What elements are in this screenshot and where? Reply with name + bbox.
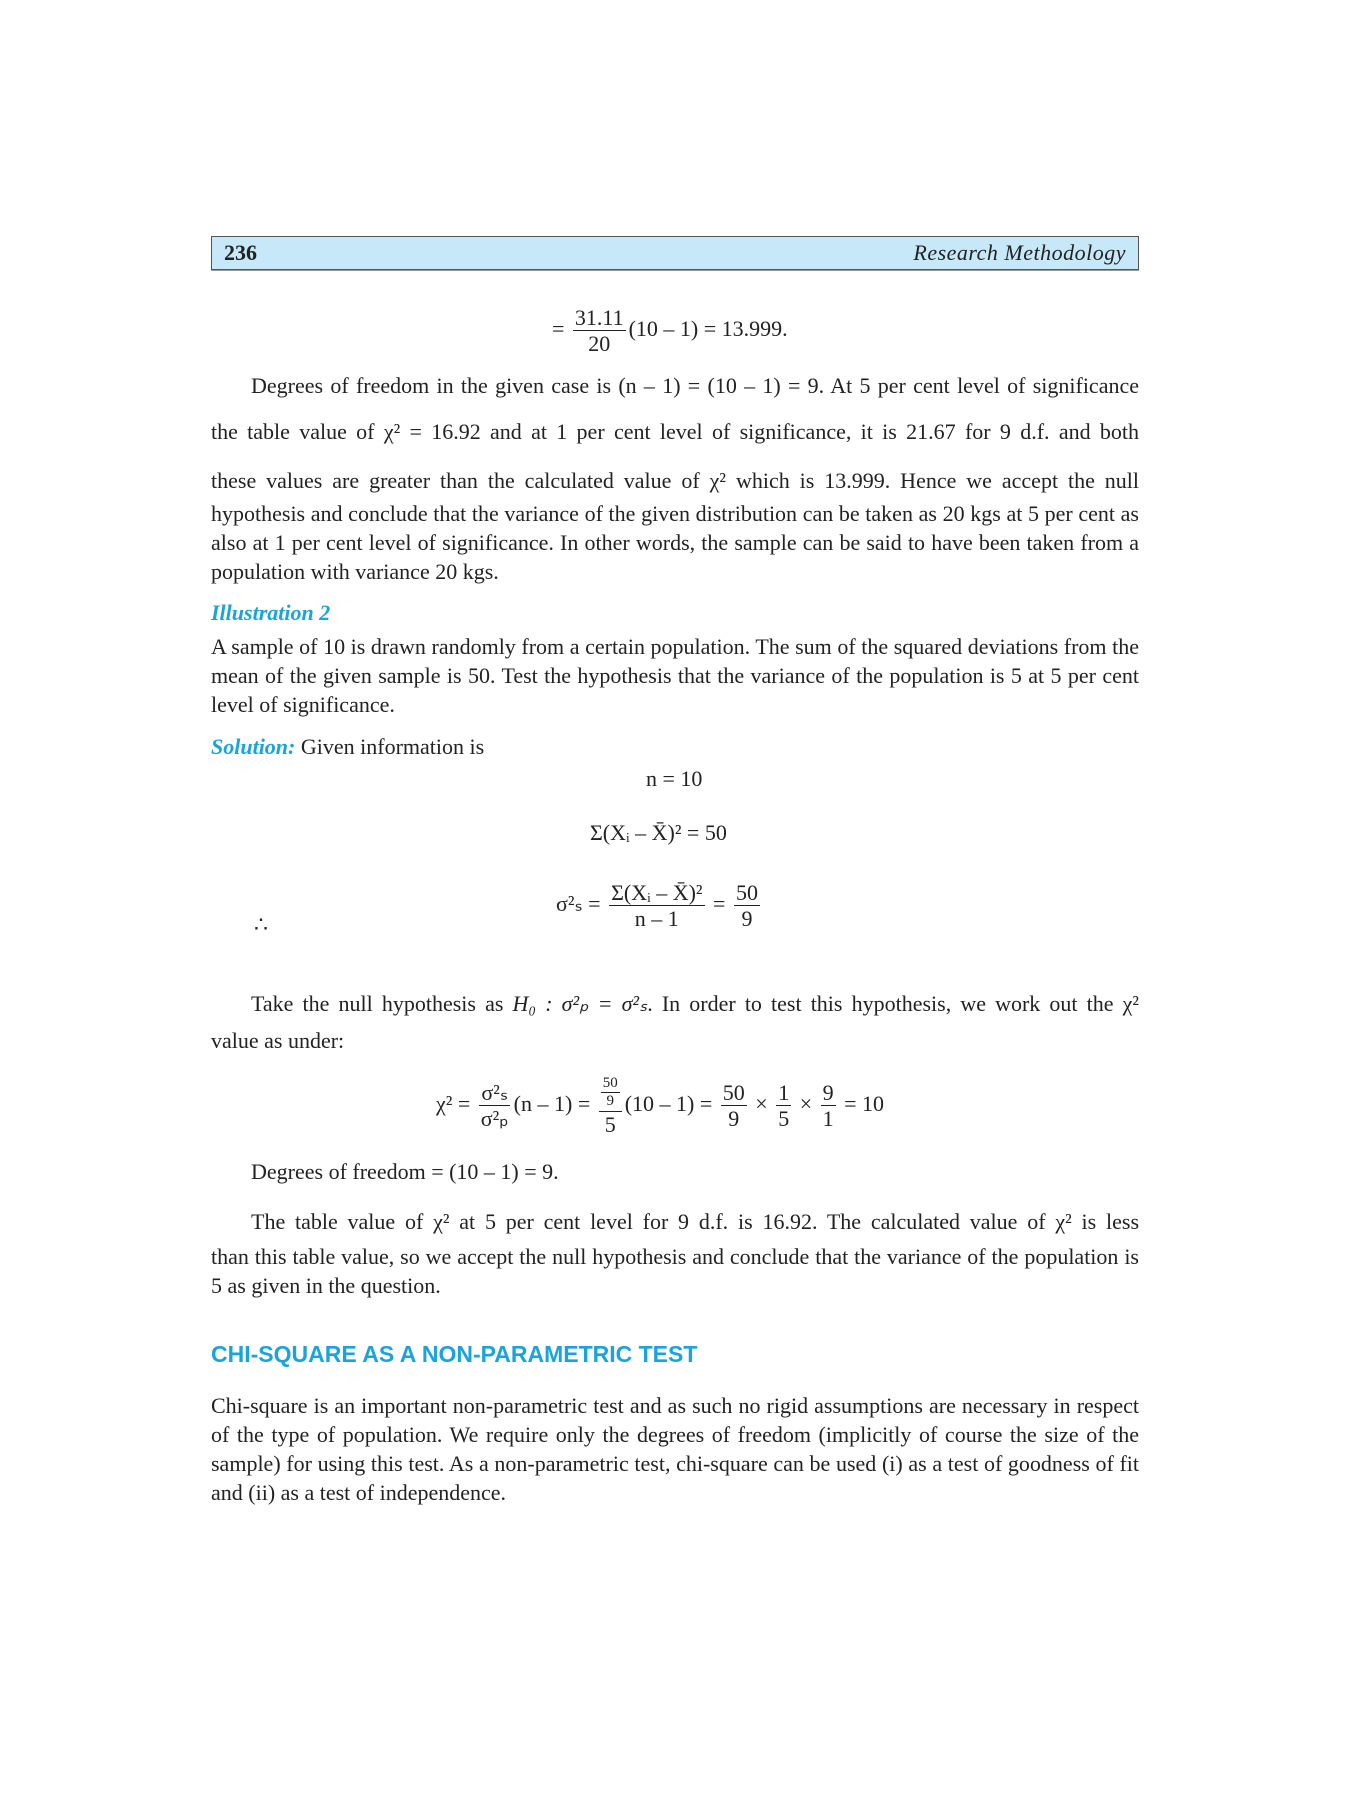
para3-line1: The table value of χ² at 5 per cent level for 9 d.f. is 16.92. The calculated value of χ² is less [251,1209,1139,1234]
section-heading: CHI-SQUARE AS A NON-PARAMETRIC TEST [211,1341,698,1367]
solution: Solution: Given information is [211,734,485,759]
para1-rest: hypothesis and conclude that the variance of the given distribution can be taken as 20 kgs at 5 per cent as also at 1 per cent level of significance. In other words, the sample can be said to have been taken from a population with variance 20 kgs. [211,501,1139,584]
sample-variance-equation: σ²ₛ = $\frac{\text{Σ(Xᵢ – X̄)²}}{n - 1}$ = $\frac{50}{9}$ [556,880,758,932]
page-number: 236 [224,240,257,265]
para1-line2: the table value of χ² = 16.92 and at 1 per cent level of significance, it is 21.67 for 9 d.f. and both [211,419,1140,444]
degrees-of-freedom: Degrees of freedom = (10 – 1) = 9. [251,1159,559,1184]
null-hypothesis-cont: value as under: [211,1028,345,1053]
illustration-text: A sample of 10 is drawn randomly from a certain population. The sum of the squared deviations from the mean of the given sample is 50. Test the hypothesis that the variance of the population is 5 at 5 per cent level of significance. [211,634,1139,717]
given-sum: Σ(Xᵢ – X̄)² = 50 [590,820,727,845]
illustration-title: Illustration 2 [211,600,331,625]
null-hypothesis-line: Take the null hypothesis as H₀ : σ²ₚ = σ²ₛ. In order to test this hypothesis, we work out the χ² [251,991,1140,1016]
given-n: n = 10 [646,766,703,791]
para3-rest: than this table value, so we accept the null hypothesis and conclude that the variance of the population is 5 as given in the question. [211,1244,1139,1298]
book-title: Research Methodology [913,240,1126,265]
section-text: Chi-square is an important non-parametric test and as such no rigid assumptions are necessary in respect of the type of population. We require only the degrees of freedom (implicitly of course the size of the sample) for using this test. As a non-parametric test, chi-square can be used (i) as a test of goodness of fit and (ii) as a test of independence. [211,1393,1139,1505]
para1-line1: Degrees of freedom in the given case is (n – 1) = (10 – 1) = 9. At 5 per cent level of significance [251,373,1139,398]
therefore-symbol: ∴ [254,912,268,937]
para1-line3: these values are greater than the calculated value of χ² which is 13.999. Hence we accept the null [211,468,1140,493]
equation-1: = $\frac{31.11}{20}$ (10 – 1) = 13.999. [552,305,788,357]
chi-square-equation: χ² = $\frac{\text{σ²ₛ}}{\text{σ²ₚ}}$ (n – 1) = $\frac{\frac{50}{9}}{5}$ (10 – 1) = $\frac{50}{9}$ × $\frac{1}{5}$ × $\frac{9}{1}$ = 10 [436,1075,885,1137]
page-header [211,236,1139,270]
